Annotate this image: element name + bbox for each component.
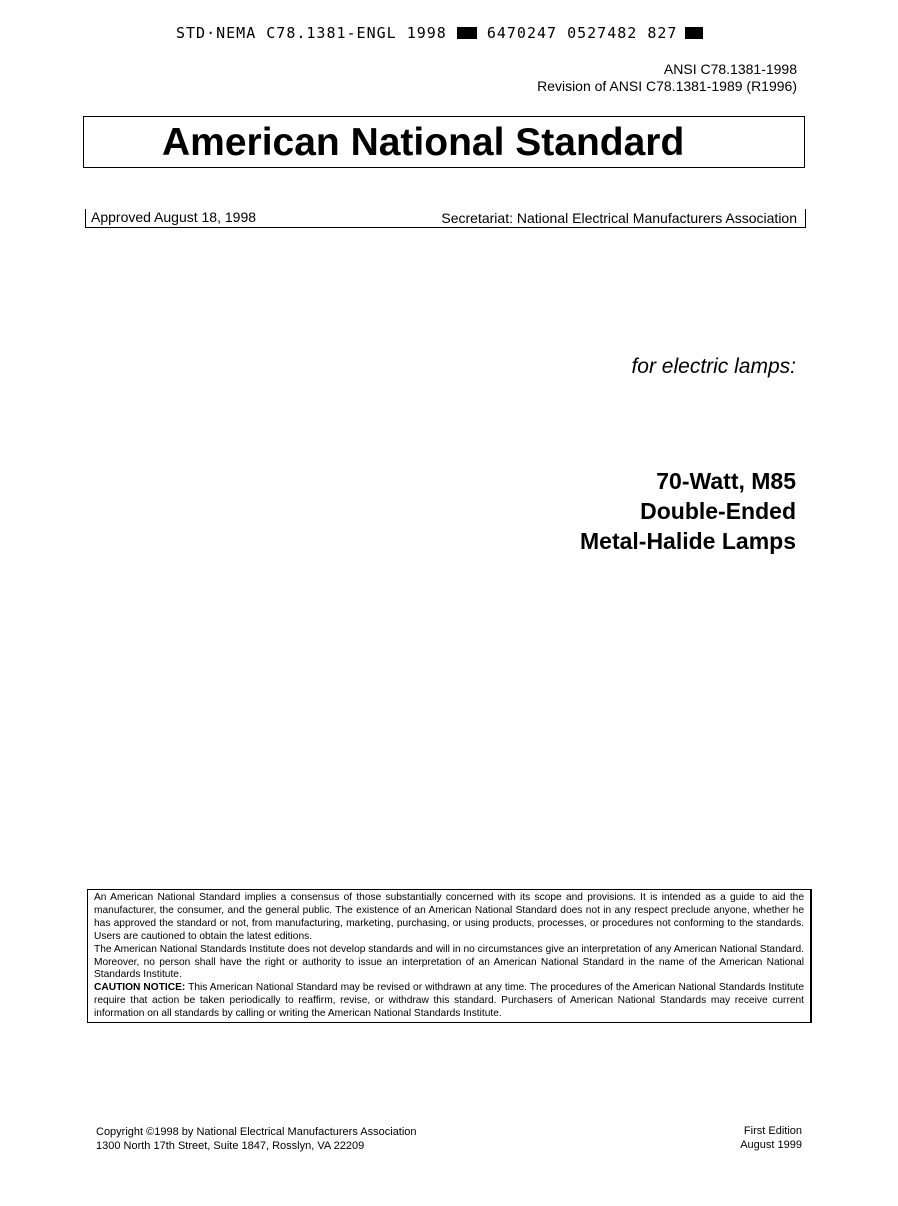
notice-box bbox=[87, 889, 812, 1023]
barcode-numbers: 6470247 0527482 827 bbox=[486, 24, 678, 42]
edition-date: August 1999 bbox=[740, 1139, 802, 1151]
lamp-title-line-2: Double-Ended bbox=[640, 498, 796, 524]
notice-paragraph-caution bbox=[94, 982, 804, 1021]
barcode-block-mark bbox=[457, 27, 477, 39]
copyright-block bbox=[96, 1125, 417, 1153]
caution-text: This American National Standard may be revised or withdrawn at any time. The procedures of the American National Standards Institute require that action be taken periodically to reaffirm, revise, or withdraw this standard. Purchasers of American National Standards may receive current information on all standards by calling or writing the American National Standards Institute. bbox=[94, 982, 804, 1020]
catalog-header bbox=[176, 24, 703, 42]
notice-paragraph-consensus: An American National Standard implies a consensus of those substantially concerned with its scope and provisions. It is intended as a guide to aid the manufacturer, the consumer, and the general public. The existence of an American National Standard does not in any respect preclude anyone, whether he has approved the standard or not, from manufacturing, marketing, purchasing, or using products, processes, or procedures not conforming to the standards. Users are cautioned to obtain the latest editions. bbox=[94, 892, 804, 942]
barcode-end-mark bbox=[685, 27, 703, 39]
revision-note: Revision of ANSI C78.1381-1989 (R1996) bbox=[537, 78, 797, 94]
lamp-title-line-1: 70-Watt, M85 bbox=[656, 468, 796, 494]
edition-label: First Edition bbox=[743, 1125, 802, 1137]
approval-date: Approved August 18, 1998 bbox=[91, 209, 257, 225]
edition-block bbox=[740, 1124, 802, 1152]
lamp-title-line-3: Metal-Halide Lamps bbox=[580, 528, 796, 554]
page-title: American National Standard bbox=[162, 121, 685, 164]
approval-bar bbox=[85, 209, 806, 228]
secretariat: Secretariat: National Electrical Manufacturers Association bbox=[441, 210, 797, 226]
standard-number: ANSI C78.1381-1998 bbox=[663, 61, 797, 77]
subtitle: for electric lamps: bbox=[631, 355, 796, 378]
standard-id bbox=[537, 61, 797, 95]
notice-paragraph-interpretation: The American National Standards Institute does not develop standards and will in no circumstances give an interpretation of any American National Standard. Moreover, no person shall have the right or authority to issue an interpretation of an American National Standard in the name of the American National Standards Institute. bbox=[94, 943, 804, 981]
copyright-line: Copyright ©1998 by National Electrical Manufacturers Association bbox=[96, 1126, 417, 1138]
lamp-title bbox=[580, 466, 796, 556]
caution-label: CAUTION NOTICE: bbox=[94, 982, 186, 994]
title-box bbox=[83, 116, 805, 168]
address-line: 1300 North 17th Street, Suite 1847, Rosslyn, VA 22209 bbox=[96, 1140, 365, 1152]
catalog-code: STD·NEMA C78.1381-ENGL 1998 bbox=[176, 24, 447, 42]
